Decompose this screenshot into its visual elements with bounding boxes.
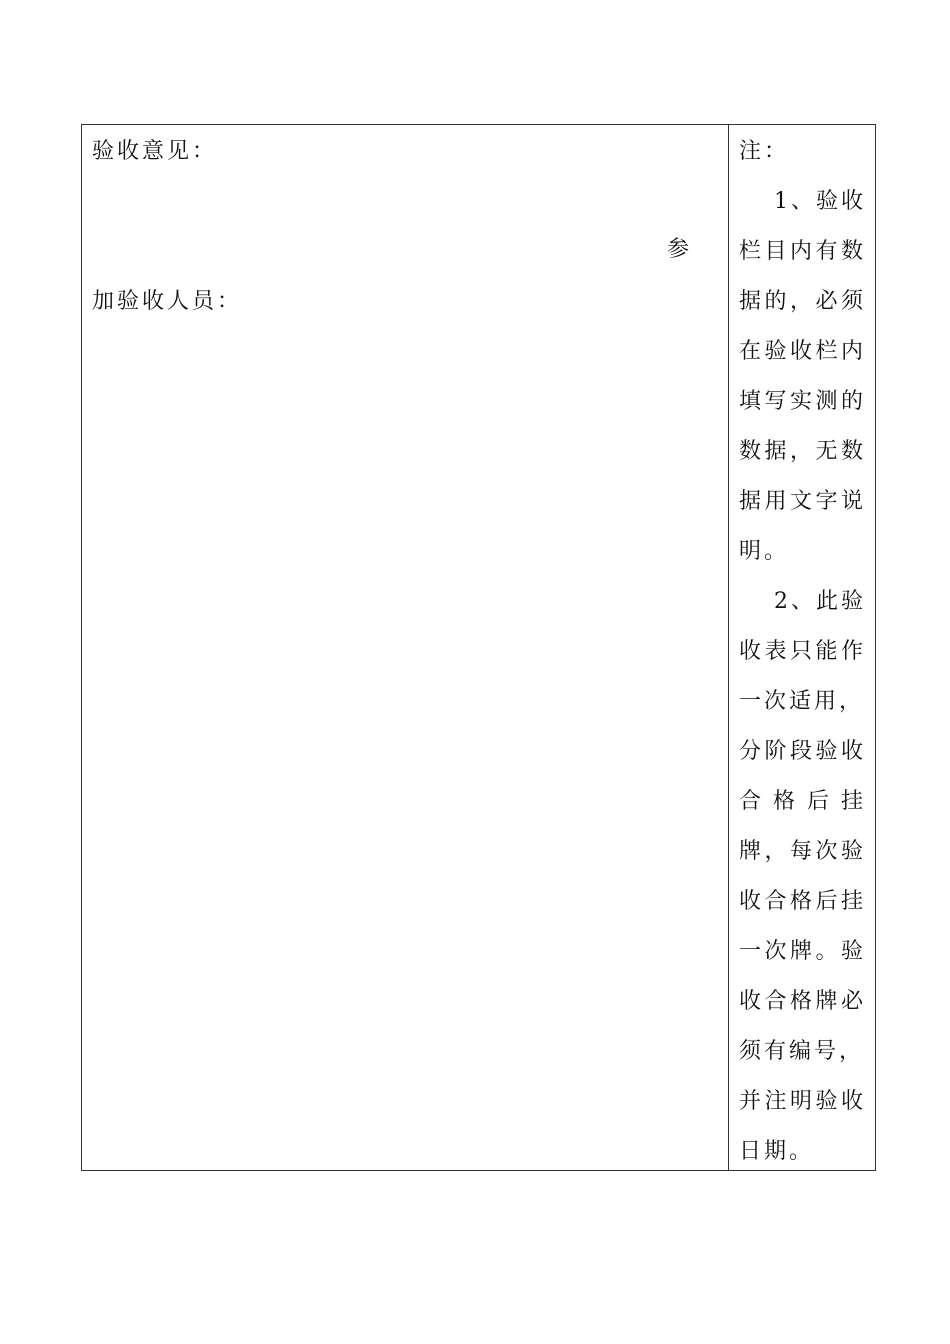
note-line: 一次牌。验 — [739, 939, 866, 964]
participants-label-start: 参 — [667, 237, 693, 262]
note-line: 填写实测的 — [739, 389, 866, 414]
note-line: 数据，无数 — [739, 439, 866, 464]
notes-title: 注： — [739, 139, 790, 164]
note-line: 在验收栏内 — [739, 339, 866, 364]
note-line: 收表只能作 — [739, 639, 866, 664]
note-line: 日期。 — [739, 1139, 815, 1164]
acceptance-opinion-label: 验收意见： — [92, 139, 218, 164]
note-line: 2、此验 — [774, 589, 866, 614]
note-line: 一次适用， — [739, 689, 865, 714]
notes-cell — [729, 125, 875, 1170]
acceptance-form-table — [81, 124, 876, 1171]
note-line: 合格后挂 — [739, 789, 866, 814]
note-line: 明。 — [739, 539, 790, 564]
note-line: 收合格牌必 — [739, 989, 866, 1014]
note-line: 据的，必须 — [739, 289, 866, 314]
note-line: 并注明验收 — [739, 1089, 866, 1114]
note-line: 收合格后挂 — [739, 889, 866, 914]
note-line: 据用文字说 — [739, 489, 866, 514]
note-line: 须有编号， — [739, 1039, 865, 1064]
note-line: 栏目内有数 — [739, 239, 866, 264]
note-line: 牌，每次验 — [739, 839, 866, 864]
note-line: 1、验收 — [774, 189, 866, 214]
participants-label: 加验收人员： — [92, 289, 243, 314]
note-line: 分阶段验收 — [739, 739, 866, 764]
acceptance-opinion-cell — [82, 125, 728, 1170]
